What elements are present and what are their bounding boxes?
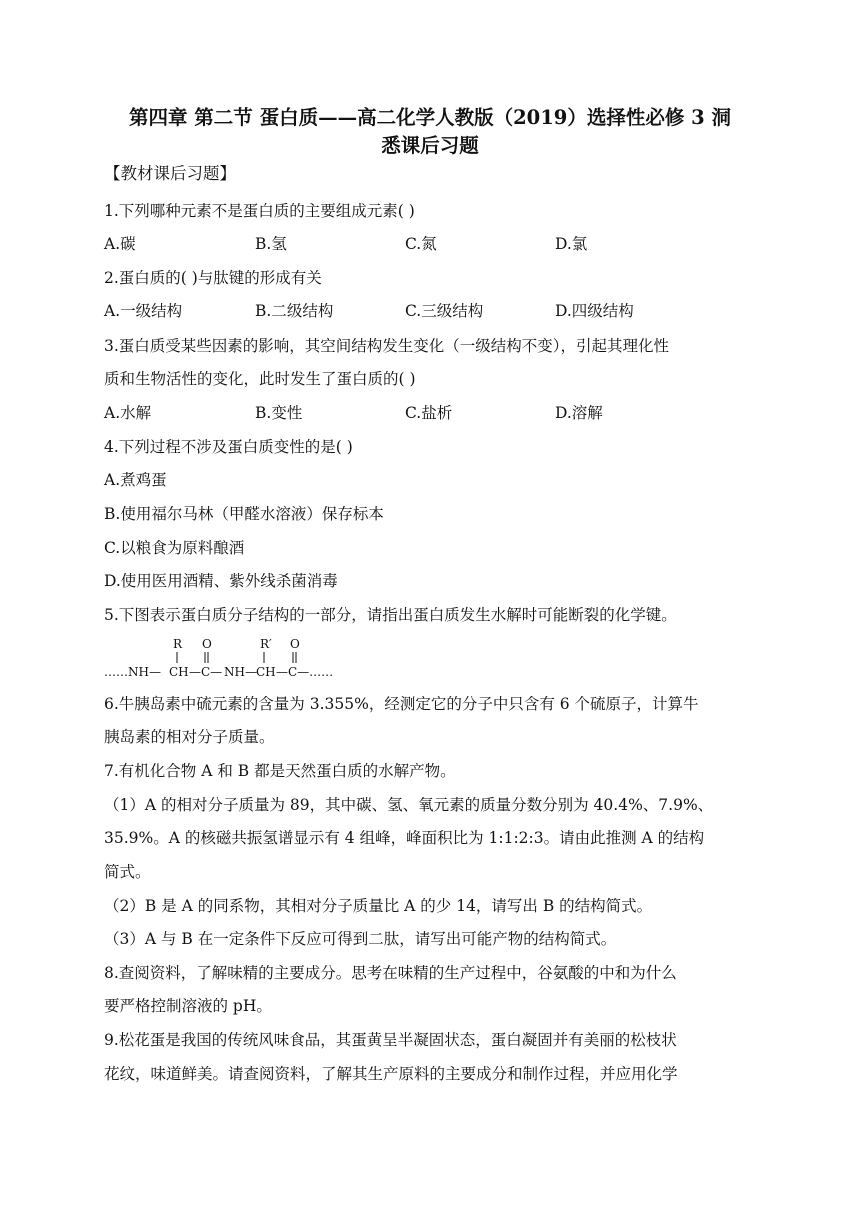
structure-o-label-2: O: [290, 637, 300, 651]
question-3-option-d: D.溶解: [555, 404, 603, 422]
structure-o-label-1: O: [202, 637, 212, 651]
structure-segment-3: —C—: [189, 665, 223, 679]
question-2-stem: 2.蛋白质的( )与肽键的形成有关: [104, 269, 322, 287]
question-5-stem: 5.下图表示蛋白质分子结构的一部分，请指出蛋白质发生水解时可能断裂的化学键。: [104, 606, 677, 624]
structure-segment-2: CH: [169, 665, 189, 679]
question-7-part-1-line-1: （1）A 的相对分子质量为 89，其中碳、氢、氧元素的质量分数分别为 40.4%、7.9%、: [104, 796, 714, 814]
question-1-option-d: D.氯: [555, 235, 588, 253]
question-1-stem: 1.下列哪种元素不是蛋白质的主要组成元素( ): [104, 202, 415, 220]
document-title: [92, 104, 768, 160]
title-line-2: 悉课后习题: [381, 134, 479, 157]
question-4-option-b: B.使用福尔马林（甲醛水溶液）保存标本: [104, 505, 384, 523]
question-3-line-1: 3.蛋白质受某些因素的影响，其空间结构发生变化（一级结构不变），引起其理化性: [104, 337, 670, 355]
question-2-option-a: A.一级结构: [104, 302, 183, 320]
question-4-stem: 4.下列过程不涉及蛋白质变性的是( ): [104, 438, 353, 456]
question-1-option-c: C.氮: [405, 235, 437, 253]
title-line-1: 第四章 第二节 蛋白质——高二化学人教版（2019）选择性必修 3 洞: [129, 106, 731, 129]
question-2-option-c: C.三级结构: [405, 302, 484, 320]
question-9-line-2: 花纹，味道鲜美。请查阅资料，了解其生产原料的主要成分和制作过程，并应用化学: [104, 1065, 678, 1083]
structure-segment-5: CH: [256, 665, 276, 679]
question-4-option-c: C.以粮食为原料酿酒: [104, 539, 245, 557]
question-8-line-2: 要严格控制溶液的 pH。: [104, 997, 272, 1015]
question-7-stem: 7.有机化合物 A 和 B 都是天然蛋白质的水解产物。: [104, 762, 456, 780]
structure-segment-1: ……NH—: [104, 665, 161, 679]
question-3-option-c: C.盐析: [405, 404, 453, 422]
question-7-part-1-line-3: 简式。: [104, 863, 151, 881]
question-1-option-b: B.氢: [255, 235, 287, 253]
structure-segment-6: —C—……: [276, 665, 334, 679]
question-3-option-a: A.水解: [104, 404, 152, 422]
question-2-option-b: B.二级结构: [255, 302, 334, 320]
question-7-part-1-line-2: 35.9%。A 的核磁共振氢谱显示有 4 组峰，峰面积比为 1:1:2:3。请由此推测 A 的结构: [104, 829, 705, 847]
structure-r-label: R: [173, 637, 183, 651]
question-8-line-1: 8.查阅资料，了解味精的主要成分。思考在味精的生产过程中，谷氨酸的中和为什么: [104, 964, 677, 982]
question-3-option-b: B.变性: [255, 404, 303, 422]
question-4-option-a: A.煮鸡蛋: [104, 471, 167, 489]
question-7-part-2: （2）B 是 A 的同系物，其相对分子质量比 A 的少 14，请写出 B 的结构简式。: [104, 897, 653, 915]
question-6-line-1: 6.牛胰岛素中硫元素的含量为 3.355%，经测定它的分子中只含有 6 个硫原子，计算牛: [104, 695, 699, 713]
structure-r-prime-label: R′: [260, 637, 272, 651]
peptide-structure-diagram: [104, 636, 344, 684]
question-1-option-a: A.碳: [104, 235, 136, 253]
structure-segment-4: NH—: [224, 665, 257, 679]
question-4-option-d: D.使用医用酒精、紫外线杀菌消毒: [104, 572, 338, 590]
question-7-part-3: （3）A 与 B 在一定条件下反应可得到二肽，请写出可能产物的结构简式。: [104, 930, 617, 948]
question-9-line-1: 9.松花蛋是我国的传统风味食品，其蛋黄呈半凝固状态，蛋白凝固并有美丽的松枝状: [104, 1031, 677, 1049]
question-3-line-2: 质和生物活性的变化，此时发生了蛋白质的( ): [104, 370, 416, 388]
section-heading: 【教材课后习题】: [104, 164, 236, 183]
question-2-option-d: D.四级结构: [555, 302, 634, 320]
question-6-line-2: 胰岛素的相对分子质量。: [104, 728, 275, 746]
